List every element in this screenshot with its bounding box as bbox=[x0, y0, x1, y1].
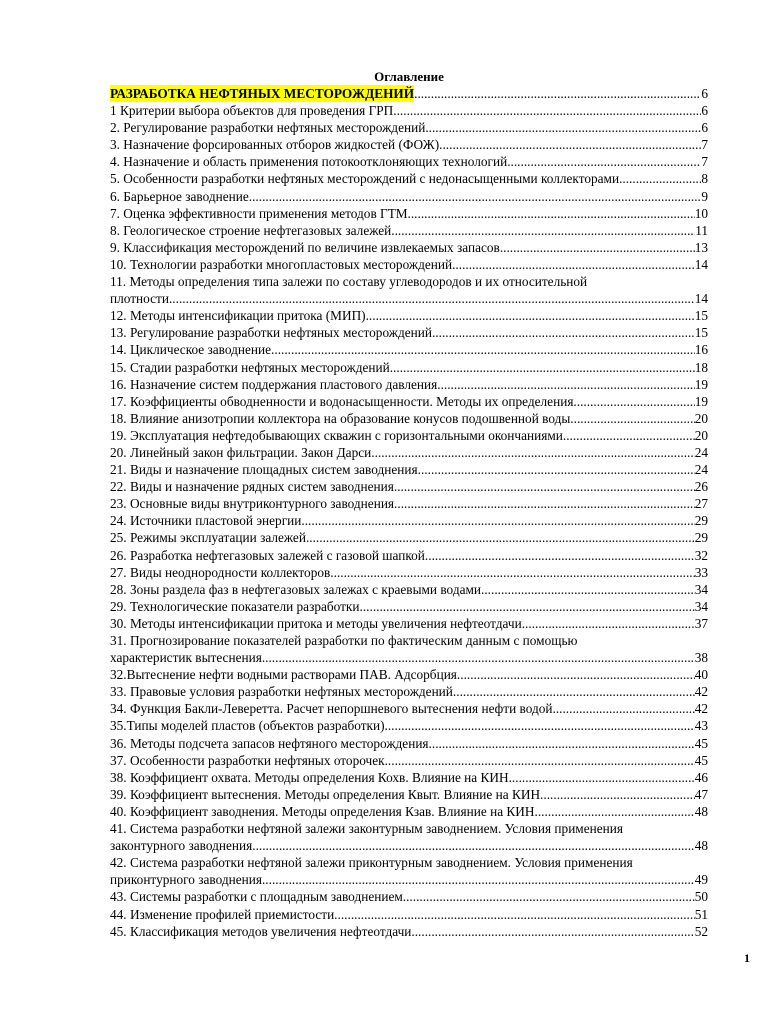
toc-entry-row bbox=[110, 769, 708, 786]
toc-dot-leader bbox=[414, 85, 701, 102]
toc-entry[interactable] bbox=[110, 410, 708, 427]
toc-entry[interactable] bbox=[110, 119, 708, 136]
toc-entry-text: 17. Коэффициенты обводненности и водонасыщенности. Методы их определения. bbox=[110, 393, 577, 409]
toc-entry-row bbox=[110, 410, 708, 427]
toc-entry-text: 6. Барьерное заводнение. bbox=[110, 188, 253, 204]
toc-entry[interactable] bbox=[110, 820, 708, 854]
toc-entry-row bbox=[110, 649, 708, 666]
toc-entry-row bbox=[110, 136, 708, 153]
toc-page-number: 45 bbox=[694, 752, 708, 768]
toc-entry[interactable] bbox=[110, 598, 708, 615]
toc-entry-row bbox=[110, 803, 708, 820]
toc-page-number: 13 bbox=[694, 239, 708, 255]
toc-entry[interactable] bbox=[110, 700, 708, 717]
toc-page-number: 26 bbox=[694, 479, 708, 495]
toc-entry-row bbox=[110, 529, 708, 546]
toc-entry-text: 43. Системы разработки с площадным заводнением. bbox=[110, 889, 407, 905]
toc-entry-text: 38. Коэффициент охвата. Методы определения Кохв. Влияние на КИН. bbox=[110, 769, 512, 785]
toc-entry[interactable] bbox=[110, 529, 708, 546]
toc-entry-text: законтурного заводнения. bbox=[110, 838, 256, 854]
toc-entry[interactable] bbox=[110, 786, 708, 803]
toc-page-number: 19 bbox=[694, 393, 708, 409]
toc-page-number: 20 bbox=[694, 427, 708, 443]
toc-entry-text: 8. Геологическое строение нефтегазовых залежей. bbox=[110, 222, 395, 238]
toc-entry-text: 12. Методы интенсификации притока (МИП). bbox=[110, 308, 369, 324]
toc-entry-text: 35.Типы моделей пластов (объектов разработки). bbox=[110, 718, 388, 734]
toc-page-number: 24 bbox=[694, 462, 708, 478]
toc-entry[interactable] bbox=[110, 666, 708, 683]
toc-entry-text: 45. Классификация методов увеличения нефтеотдачи. bbox=[110, 923, 415, 939]
toc-entry-text: 15. Стадии разработки нефтяных месторождений. bbox=[110, 359, 394, 375]
toc-dot-leader bbox=[460, 666, 694, 683]
toc-entry-row bbox=[110, 307, 708, 324]
toc-dot-leader bbox=[456, 683, 694, 700]
toc-entry-row bbox=[110, 906, 708, 923]
toc-dot-leader bbox=[369, 307, 695, 324]
toc-dot-leader bbox=[397, 478, 695, 495]
toc-entry[interactable] bbox=[110, 359, 708, 376]
toc-entry-row bbox=[110, 598, 708, 615]
toc-entry-text: 26. Разработка нефтегазовых залежей с газовой шапкой. bbox=[110, 547, 429, 563]
toc-dot-leader bbox=[622, 170, 701, 187]
toc-page-number: 46 bbox=[694, 769, 708, 785]
toc-entry-row bbox=[110, 393, 708, 410]
toc-entry[interactable] bbox=[110, 393, 708, 410]
toc-page-number: 43 bbox=[694, 718, 708, 734]
toc-page-number: 14 bbox=[694, 256, 708, 272]
toc-page-number: 7 bbox=[701, 137, 708, 153]
toc-entry-text: приконтурного заводнения. bbox=[110, 872, 266, 888]
toc-entry-text: плотности. bbox=[110, 291, 173, 307]
toc-entry-text: 40. Коэффициент заводнения. Методы определения Кзав. Влияние на КИН. bbox=[110, 803, 538, 819]
toc-entry-row bbox=[110, 717, 708, 734]
toc-entry[interactable] bbox=[110, 495, 708, 512]
toc-dot-leader bbox=[406, 888, 695, 905]
toc-dot-leader bbox=[395, 222, 696, 239]
toc-page-number: 29 bbox=[694, 513, 708, 529]
toc-dot-leader bbox=[484, 581, 694, 598]
toc-entry[interactable] bbox=[110, 769, 708, 786]
toc-entry-row bbox=[110, 324, 708, 341]
toc-page-number: 15 bbox=[694, 325, 708, 341]
toc-entry-text: 3. Назначение форсированных отборов жидкостей (ФОЖ). bbox=[110, 137, 443, 153]
toc-page-number: 38 bbox=[694, 650, 708, 666]
toc-dot-leader bbox=[525, 615, 695, 632]
toc-entry-row bbox=[110, 461, 708, 478]
toc-entry-text: 22. Виды и назначение рядных систем заводнения. bbox=[110, 479, 398, 495]
toc-entry-text: 20. Линейный закон фильтрации. Закон Дарси. bbox=[110, 444, 375, 460]
toc-dot-leader bbox=[265, 871, 694, 888]
toc-entry-text: 23. Основные виды внутриконтурного заводнения. bbox=[110, 496, 398, 512]
toc-entry[interactable] bbox=[110, 256, 708, 273]
toc-page-number: 48 bbox=[694, 838, 708, 854]
toc-entry-row bbox=[110, 85, 708, 102]
toc-entry-row bbox=[110, 683, 708, 700]
toc-page-number: 33 bbox=[694, 564, 708, 580]
toc-entry[interactable] bbox=[110, 683, 708, 700]
toc-entry-row bbox=[110, 786, 708, 803]
toc-dot-leader bbox=[543, 786, 694, 803]
toc-page-number: 49 bbox=[694, 872, 708, 888]
toc-entry[interactable] bbox=[110, 102, 708, 119]
toc-dot-leader bbox=[566, 427, 695, 444]
toc-entry-row bbox=[110, 564, 708, 581]
toc-entry[interactable] bbox=[110, 153, 708, 170]
toc-entry-row bbox=[110, 444, 708, 461]
toc-dot-leader bbox=[441, 376, 695, 393]
toc-entry-text: 25. Режимы эксплуатации залежей. bbox=[110, 530, 310, 546]
toc-entry-row bbox=[110, 102, 708, 119]
toc-entry-text: 7. Оценка эффективности применения методов ГТМ. bbox=[110, 205, 411, 221]
toc-entry[interactable] bbox=[110, 461, 708, 478]
toc-entry-row bbox=[110, 427, 708, 444]
toc-page-number: 29 bbox=[694, 530, 708, 546]
toc-entry-text: 21. Виды и назначение площадных систем заводнения. bbox=[110, 462, 421, 478]
toc-page-number: 9 bbox=[701, 188, 708, 204]
toc-entry-text: 36. Методы подсчета запасов нефтяного месторождения. bbox=[110, 735, 432, 751]
toc-entry[interactable] bbox=[110, 170, 708, 187]
toc-entry-text: 39. Коэффициент вытеснения. Методы определения Квыт. Влияние на КИН. bbox=[110, 786, 544, 802]
toc-entry-row bbox=[110, 478, 708, 495]
toc-dot-leader bbox=[388, 752, 695, 769]
toc-dot-leader bbox=[577, 393, 695, 410]
toc-entry-text: 30. Методы интенсификации притока и методы увеличения нефтеотдачи. bbox=[110, 615, 526, 631]
toc-dot-leader bbox=[428, 547, 694, 564]
toc-dot-leader bbox=[574, 410, 695, 427]
toc-dot-leader bbox=[442, 136, 701, 153]
toc-entry-row bbox=[110, 170, 708, 187]
toc-entry-text-line1: 41. Система разработки нефтяной залежи законтурным заводнением. Условия применения bbox=[110, 821, 623, 837]
toc-entry[interactable] bbox=[110, 444, 708, 461]
toc-entry-text: 37. Особенности разработки нефтяных оторочек. bbox=[110, 752, 388, 768]
toc-page-number: 24 bbox=[694, 444, 708, 460]
toc-entry-row bbox=[110, 153, 708, 170]
toc-entry-text: 27. Виды неоднородности коллекторов. bbox=[110, 564, 334, 580]
toc-entry[interactable] bbox=[110, 547, 708, 564]
toc-entry[interactable] bbox=[110, 906, 708, 923]
toc-entry-row bbox=[110, 376, 708, 393]
toc-page-number: 34 bbox=[694, 598, 708, 614]
toc-entry-text: 44. Изменение профилей приемистости. bbox=[110, 906, 338, 922]
toc-page-number: 20 bbox=[694, 410, 708, 426]
toc-entry-text: 18. Влияние анизотропии коллектора на образование конусов подошвенной воды. bbox=[110, 410, 574, 426]
toc-dot-leader bbox=[274, 341, 694, 358]
toc-page-number: 7 bbox=[701, 154, 708, 170]
toc-dot-leader bbox=[172, 290, 694, 307]
toc-entry[interactable] bbox=[110, 752, 708, 769]
toc-page-number: 6 bbox=[701, 86, 708, 101]
toc-dot-leader bbox=[338, 906, 695, 923]
toc-dot-leader bbox=[388, 717, 695, 734]
toc-entry-text: 19. Эксплуатация нефтедобывающих скважин с горизонтальными окончаниями. bbox=[110, 427, 567, 443]
toc-entry-text-line1: 11. Методы определения типа залежи по составу углеводородов и их относительной bbox=[110, 274, 588, 290]
toc-entry[interactable] bbox=[110, 581, 708, 598]
toc-entry-text: 10. Технологии разработки многопластовых месторождений. bbox=[110, 256, 456, 272]
toc-dot-leader bbox=[455, 256, 694, 273]
toc-entry[interactable] bbox=[110, 854, 708, 888]
toc-page-number: 18 bbox=[694, 359, 708, 375]
toc-entry-row bbox=[110, 547, 708, 564]
toc-entry-row bbox=[110, 222, 708, 239]
toc-entry-text-line1: 42. Система разработки нефтяной залежи приконтурным заводнением. Условия применения bbox=[110, 855, 633, 871]
toc-entry[interactable] bbox=[110, 324, 708, 341]
toc-page-number: 40 bbox=[694, 667, 708, 683]
toc-page-number: 16 bbox=[694, 342, 708, 358]
toc-entry[interactable] bbox=[110, 923, 708, 940]
toc-dot-leader bbox=[435, 324, 694, 341]
toc-dot-leader bbox=[429, 119, 702, 136]
toc-page-number: 32 bbox=[694, 547, 708, 563]
toc-entry-row bbox=[110, 700, 708, 717]
toc-entry-text: 14. Циклическое заводнение. bbox=[110, 342, 275, 358]
toc-entry-row bbox=[110, 888, 708, 905]
toc-dot-leader bbox=[556, 700, 695, 717]
toc-page-number: 42 bbox=[694, 701, 708, 717]
toc-entry[interactable] bbox=[110, 888, 708, 905]
toc-entry-row bbox=[110, 341, 708, 358]
toc-dot-leader bbox=[256, 837, 695, 854]
toc-entry-text: 2. Регулирование разработки нефтяных месторождений. bbox=[110, 120, 429, 136]
toc-entry-text: 33. Правовые условия разработки нефтяных месторождений. bbox=[110, 684, 457, 700]
toc-entry[interactable] bbox=[110, 273, 708, 307]
toc-entry[interactable] bbox=[110, 717, 708, 734]
toc-page-number: 11 bbox=[695, 222, 708, 238]
toc-entry-text: 32.Вытеснение нефти водными растворами ПАВ. Адсорбция. bbox=[110, 667, 461, 683]
toc-page-number: 8 bbox=[701, 171, 708, 187]
toc-entry-text: 13. Регулирование разработки нефтяных месторождений. bbox=[110, 325, 436, 341]
toc-entry[interactable] bbox=[110, 205, 708, 222]
toc-entry[interactable] bbox=[110, 615, 708, 632]
toc-entry-text: 16. Назначение систем поддержания пластового давления. bbox=[110, 376, 441, 392]
toc-entry-row bbox=[110, 666, 708, 683]
toc-entry[interactable] bbox=[110, 478, 708, 495]
toc-dot-leader bbox=[305, 512, 695, 529]
toc-entry[interactable] bbox=[110, 188, 708, 205]
toc-dot-leader bbox=[432, 735, 695, 752]
toc-entry-row bbox=[110, 239, 708, 256]
toc-page-number: 45 bbox=[694, 735, 708, 751]
toc-entry-text: 4. Назначение и область применения потокоотклоняющих технологий. bbox=[110, 154, 511, 170]
toc-dot-leader bbox=[503, 239, 695, 256]
toc-entry-row bbox=[110, 359, 708, 376]
toc-dot-leader bbox=[309, 529, 694, 546]
toc-page-number: 10 bbox=[694, 205, 708, 221]
toc-dot-leader bbox=[415, 923, 695, 940]
toc-page-number: 6 bbox=[701, 103, 708, 119]
toc-dot-leader bbox=[421, 461, 695, 478]
toc-page-number: 48 bbox=[694, 803, 708, 819]
toc-dot-leader bbox=[375, 444, 695, 461]
toc-entry-row bbox=[110, 871, 708, 888]
toc-entry-row bbox=[110, 581, 708, 598]
toc-page-number: 19 bbox=[694, 376, 708, 392]
toc-entry-text: 5. Особенности разработки нефтяных месторождений с недонасыщенными коллекторами. bbox=[110, 171, 623, 187]
toc-page-number: 51 bbox=[694, 906, 708, 922]
toc-dot-leader bbox=[363, 598, 695, 615]
toc-entry-text: 1 Критерии выбора объектов для проведения ГРП. bbox=[110, 103, 397, 119]
toc-entry-row bbox=[110, 615, 708, 632]
toc-entry-row bbox=[110, 495, 708, 512]
toc-entry-row bbox=[110, 735, 708, 752]
toc-page-number: 47 bbox=[694, 786, 708, 802]
toc-entry[interactable] bbox=[110, 427, 708, 444]
toc-dot-leader bbox=[397, 102, 702, 119]
toc-entry-text: 24. Источники пластовой энергии. bbox=[110, 513, 305, 529]
toc-dot-leader bbox=[265, 649, 695, 666]
toc-entry[interactable] bbox=[110, 735, 708, 752]
toc-entry-row bbox=[110, 205, 708, 222]
toc-dot-leader bbox=[393, 359, 695, 376]
toc-entry-text: 29. Технологические показатели разработки. bbox=[110, 598, 363, 614]
toc-entry[interactable] bbox=[110, 307, 708, 324]
toc-entry[interactable] bbox=[110, 803, 708, 820]
toc-entry-row bbox=[110, 256, 708, 273]
toc-entry-text: 28. Зоны раздела фаз в нефтегазовых залежах с краевыми водами. bbox=[110, 581, 485, 597]
toc-entry-row bbox=[110, 923, 708, 940]
toc-entry[interactable] bbox=[110, 512, 708, 529]
table-of-contents bbox=[110, 70, 708, 940]
toc-entry-text: 34. Функция Бакли-Леверетта. Расчет непоршневого вытеснения нефти водой. bbox=[110, 701, 556, 717]
toc-dot-leader bbox=[511, 153, 702, 170]
toc-entry-text: характеристик вытеснения. bbox=[110, 650, 266, 666]
toc-entry-row bbox=[110, 752, 708, 769]
toc-entry[interactable] bbox=[110, 85, 708, 102]
toc-list bbox=[110, 85, 708, 940]
toc-dot-leader bbox=[538, 803, 695, 820]
toc-dot-leader bbox=[411, 205, 695, 222]
toc-section-heading: РАЗРАБОТКА НЕФТЯНЫХ МЕСТОРОЖДЕНИЙ bbox=[110, 86, 415, 101]
toc-entry[interactable] bbox=[110, 632, 708, 666]
toc-page-number: 14 bbox=[694, 291, 708, 307]
toc-page-number: 52 bbox=[694, 923, 708, 939]
toc-page-number: 34 bbox=[694, 581, 708, 597]
page-number: 1 bbox=[744, 951, 750, 965]
toc-dot-leader bbox=[252, 188, 701, 205]
toc-entry[interactable] bbox=[110, 376, 708, 393]
toc-entry-row bbox=[110, 188, 708, 205]
toc-page-number: 6 bbox=[701, 120, 708, 136]
toc-page-number: 27 bbox=[694, 496, 708, 512]
toc-entry[interactable] bbox=[110, 564, 708, 581]
toc-entry-row bbox=[110, 119, 708, 136]
toc-entry[interactable] bbox=[110, 341, 708, 358]
toc-entry[interactable] bbox=[110, 239, 708, 256]
toc-page-number: 15 bbox=[694, 308, 708, 324]
toc-entry-row bbox=[110, 837, 708, 854]
toc-entry-text-line1: 31. Прогнозирование показателей разработки по фактическим данным с помощью bbox=[110, 633, 578, 648]
toc-entry-row bbox=[110, 290, 708, 307]
toc-dot-leader bbox=[334, 564, 695, 581]
toc-page-number: 50 bbox=[694, 889, 708, 905]
toc-dot-leader bbox=[397, 495, 694, 512]
toc-entry[interactable] bbox=[110, 136, 708, 153]
toc-page-number: 42 bbox=[694, 684, 708, 700]
toc-page-number: 37 bbox=[694, 615, 708, 631]
toc-title: Оглавление bbox=[374, 69, 444, 84]
toc-entry[interactable] bbox=[110, 222, 708, 239]
toc-entry-row bbox=[110, 512, 708, 529]
toc-entry-text: 9. Классификация месторождений по величине извлекаемых запасов. bbox=[110, 239, 504, 255]
toc-dot-leader bbox=[512, 769, 695, 786]
